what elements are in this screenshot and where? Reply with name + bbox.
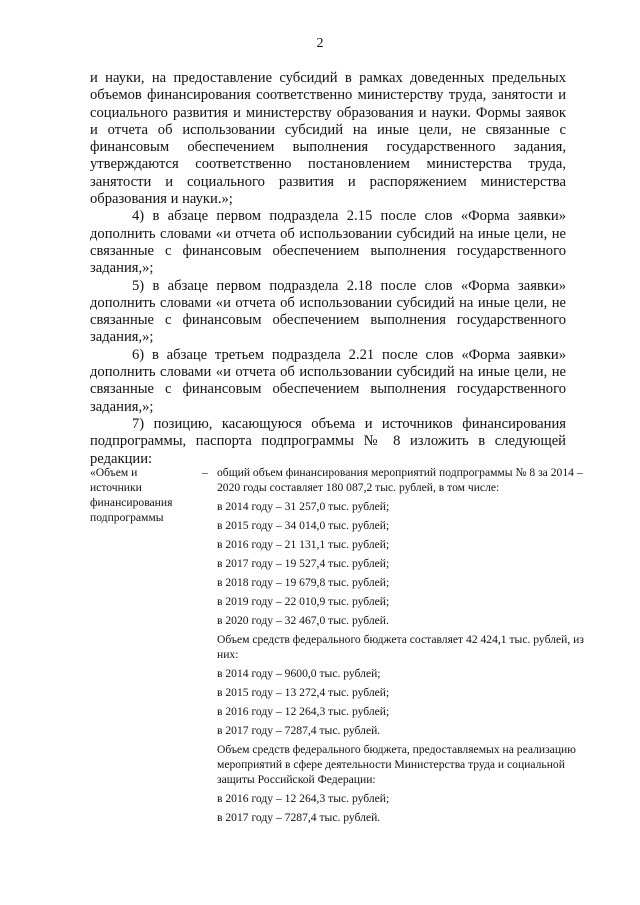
federal-year-line: в 2014 году – 9600,0 тыс. рублей; <box>217 667 381 680</box>
ministry-year-line: в 2016 году – 12 264,3 тыс. рублей; <box>217 792 390 805</box>
passport-label: «Объем и источники финансирования подпрограммы <box>90 466 173 524</box>
passport-dash: – <box>202 466 208 479</box>
ministry-funding-intro: Объем средств федерального бюджета, предоставляемых на реализацию мероприятий в сфере деятельности Министерства труда и социальной защиты Российской Федерации: <box>217 743 576 786</box>
ministry-year-line: в 2017 году – 7287,4 тыс. рублей. <box>217 811 381 824</box>
total-year-line: в 2015 году – 34 014,0 тыс. рублей; <box>217 519 390 532</box>
paragraph-continuation: и науки, на предоставление субсидий в рамках доведенных предельных объемов финансирования соответственно министерству труда, занятости и социального развития и министерству образования и науки. Формы заявок и отчета об использовании субсидий на иные цели, не связанные с финансовым обеспечением выполнения государственного задания, утверждаются соответственно постановлением министерства труда, занятости и социального развития и распоряжением министерства образования и науки.»; <box>90 70 566 208</box>
paragraph-item-5: 5) в абзаце первом подраздела 2.18 после слов «Форма заявки» дополнить словами «и отчета об использовании субсидий на иные цели, не связанные с финансовым обеспечением выполнения государственного задания,»; <box>90 277 566 346</box>
federal-year-line: в 2016 году – 12 264,3 тыс. рублей; <box>217 705 390 718</box>
passport-content <box>217 465 600 829</box>
total-year-line: в 2018 году – 19 679,8 тыс. рублей; <box>217 576 390 589</box>
total-year-line: в 2020 году – 32 467,0 тыс. рублей. <box>217 614 389 627</box>
federal-year-line: в 2015 году – 13 272,4 тыс. рублей; <box>217 686 390 699</box>
page-number: 2 <box>316 36 324 51</box>
federal-year-line: в 2017 году – 7287,4 тыс. рублей. <box>217 724 381 737</box>
total-year-line: в 2014 году – 31 257,0 тыс. рублей; <box>217 500 390 513</box>
total-funding-intro: общий объем финансирования мероприятий подпрограммы № 8 за 2014 – 2020 годы составляет 180 087,2 тыс. рублей, в том числе: <box>217 466 583 494</box>
paragraph-item-6: 6) в абзаце третьем подраздела 2.21 после слов «Форма заявки» дополнить словами «и отчета об использовании субсидий на иные цели, не связанные с финансовым обеспечением выполнения государственного задания,»; <box>90 346 566 415</box>
paragraph-item-4: 4) в абзаце первом подраздела 2.15 после слов «Форма заявки» дополнить словами «и отчета об использовании субсидий на иные цели, не связанные с финансовым обеспечением выполнения государственного задания,»; <box>90 208 566 277</box>
total-year-line: в 2017 году – 19 527,4 тыс. рублей; <box>217 557 390 570</box>
total-year-line: в 2016 году – 21 131,1 тыс. рублей; <box>217 538 390 551</box>
paragraph-item-7: 7) позицию, касающуюся объема и источников финансирования подпрограммы, паспорта подпрограммы № 8 изложить в следующей редакции: <box>90 415 566 467</box>
federal-funding-intro: Объем средств федерального бюджета составляет 42 424,1 тыс. рублей, из них: <box>217 633 584 661</box>
document-body <box>90 70 566 468</box>
total-year-line: в 2019 году – 22 010,9 тыс. рублей; <box>217 595 390 608</box>
